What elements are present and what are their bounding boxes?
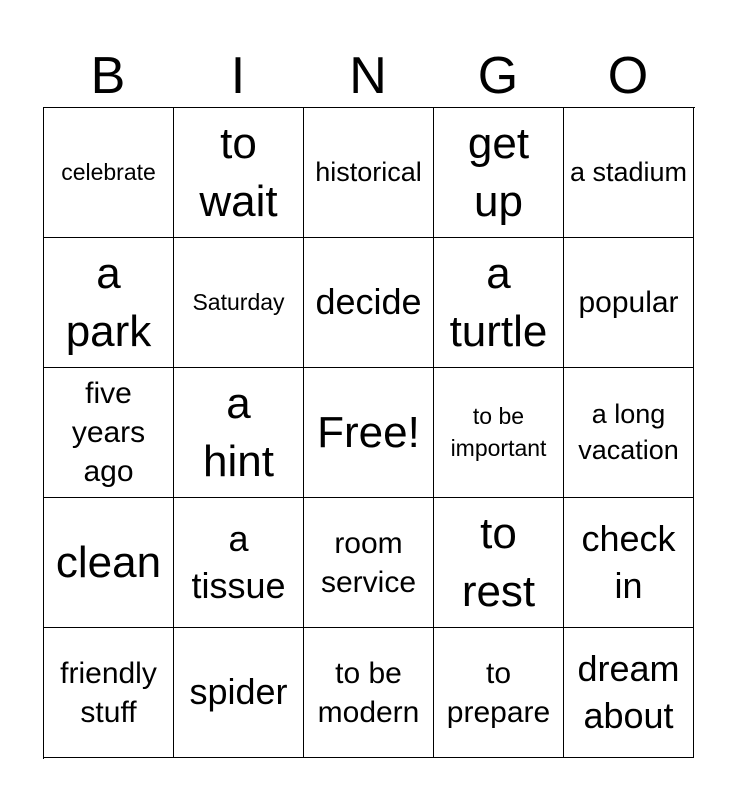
bingo-cell[interactable] xyxy=(174,628,304,758)
cell-text: five years ago xyxy=(71,377,146,488)
bingo-cell[interactable] xyxy=(174,368,304,498)
bingo-cell[interactable] xyxy=(44,108,174,238)
cell-text: friendly stuff xyxy=(60,656,157,729)
header-letter-b: B xyxy=(90,47,126,105)
cell-text: to prepare xyxy=(446,656,551,729)
cell-text: room service xyxy=(320,526,417,599)
cell-text: a stadium xyxy=(569,156,688,187)
bingo-cell[interactable] xyxy=(564,498,694,628)
cell-text: celebrate xyxy=(61,158,156,185)
cell-text: a tissue xyxy=(191,517,286,606)
bingo-cell[interactable] xyxy=(304,368,434,498)
header-letter-n: N xyxy=(349,47,387,105)
bingo-cell[interactable] xyxy=(304,238,434,368)
bingo-cell[interactable] xyxy=(434,628,564,758)
bingo-cell[interactable] xyxy=(434,108,564,238)
bingo-cell[interactable] xyxy=(564,368,694,498)
bingo-cell[interactable] xyxy=(564,108,694,238)
bingo-cell[interactable] xyxy=(434,238,564,368)
cell-text: Saturday xyxy=(192,288,285,315)
bingo-cell[interactable] xyxy=(304,498,434,628)
bingo-cell[interactable] xyxy=(174,108,304,238)
cell-text: popular xyxy=(578,286,679,319)
cell-text: spider xyxy=(189,671,288,713)
cell-text: clean xyxy=(55,537,162,587)
bingo-cell[interactable] xyxy=(174,498,304,628)
free-space: Free! xyxy=(317,407,420,457)
cell-text: a hint xyxy=(203,379,274,486)
cell-text: a long vacation xyxy=(578,399,679,465)
bingo-cell[interactable] xyxy=(44,628,174,758)
cell-text: a park xyxy=(65,249,152,356)
bingo-cell[interactable] xyxy=(44,368,174,498)
cell-text: dream about xyxy=(577,647,680,736)
bingo-cell[interactable] xyxy=(564,628,694,758)
cell-text: to be modern xyxy=(317,656,420,729)
bingo-header xyxy=(43,44,693,108)
bingo-cell[interactable] xyxy=(564,238,694,368)
cell-text: historical xyxy=(315,156,422,187)
cell-text: to rest xyxy=(461,509,536,616)
cell-text: get up xyxy=(467,119,530,226)
bingo-cell[interactable] xyxy=(304,108,434,238)
cell-text: check in xyxy=(581,517,676,606)
bingo-cell[interactable] xyxy=(434,498,564,628)
header-letter-i: I xyxy=(230,47,246,105)
bingo-cell[interactable] xyxy=(44,498,174,628)
header-letter-o: O xyxy=(607,47,649,105)
bingo-card-grid xyxy=(43,107,695,759)
bingo-cell[interactable] xyxy=(434,368,564,498)
cell-text: decide xyxy=(315,281,422,323)
cell-text: a turtle xyxy=(449,249,548,356)
bingo-cell[interactable] xyxy=(44,238,174,368)
bingo-cell[interactable] xyxy=(304,628,434,758)
cell-text: to wait xyxy=(199,119,278,226)
cell-text: to be important xyxy=(450,403,547,461)
header-letter-g: G xyxy=(477,47,519,105)
bingo-cell[interactable] xyxy=(174,238,304,368)
